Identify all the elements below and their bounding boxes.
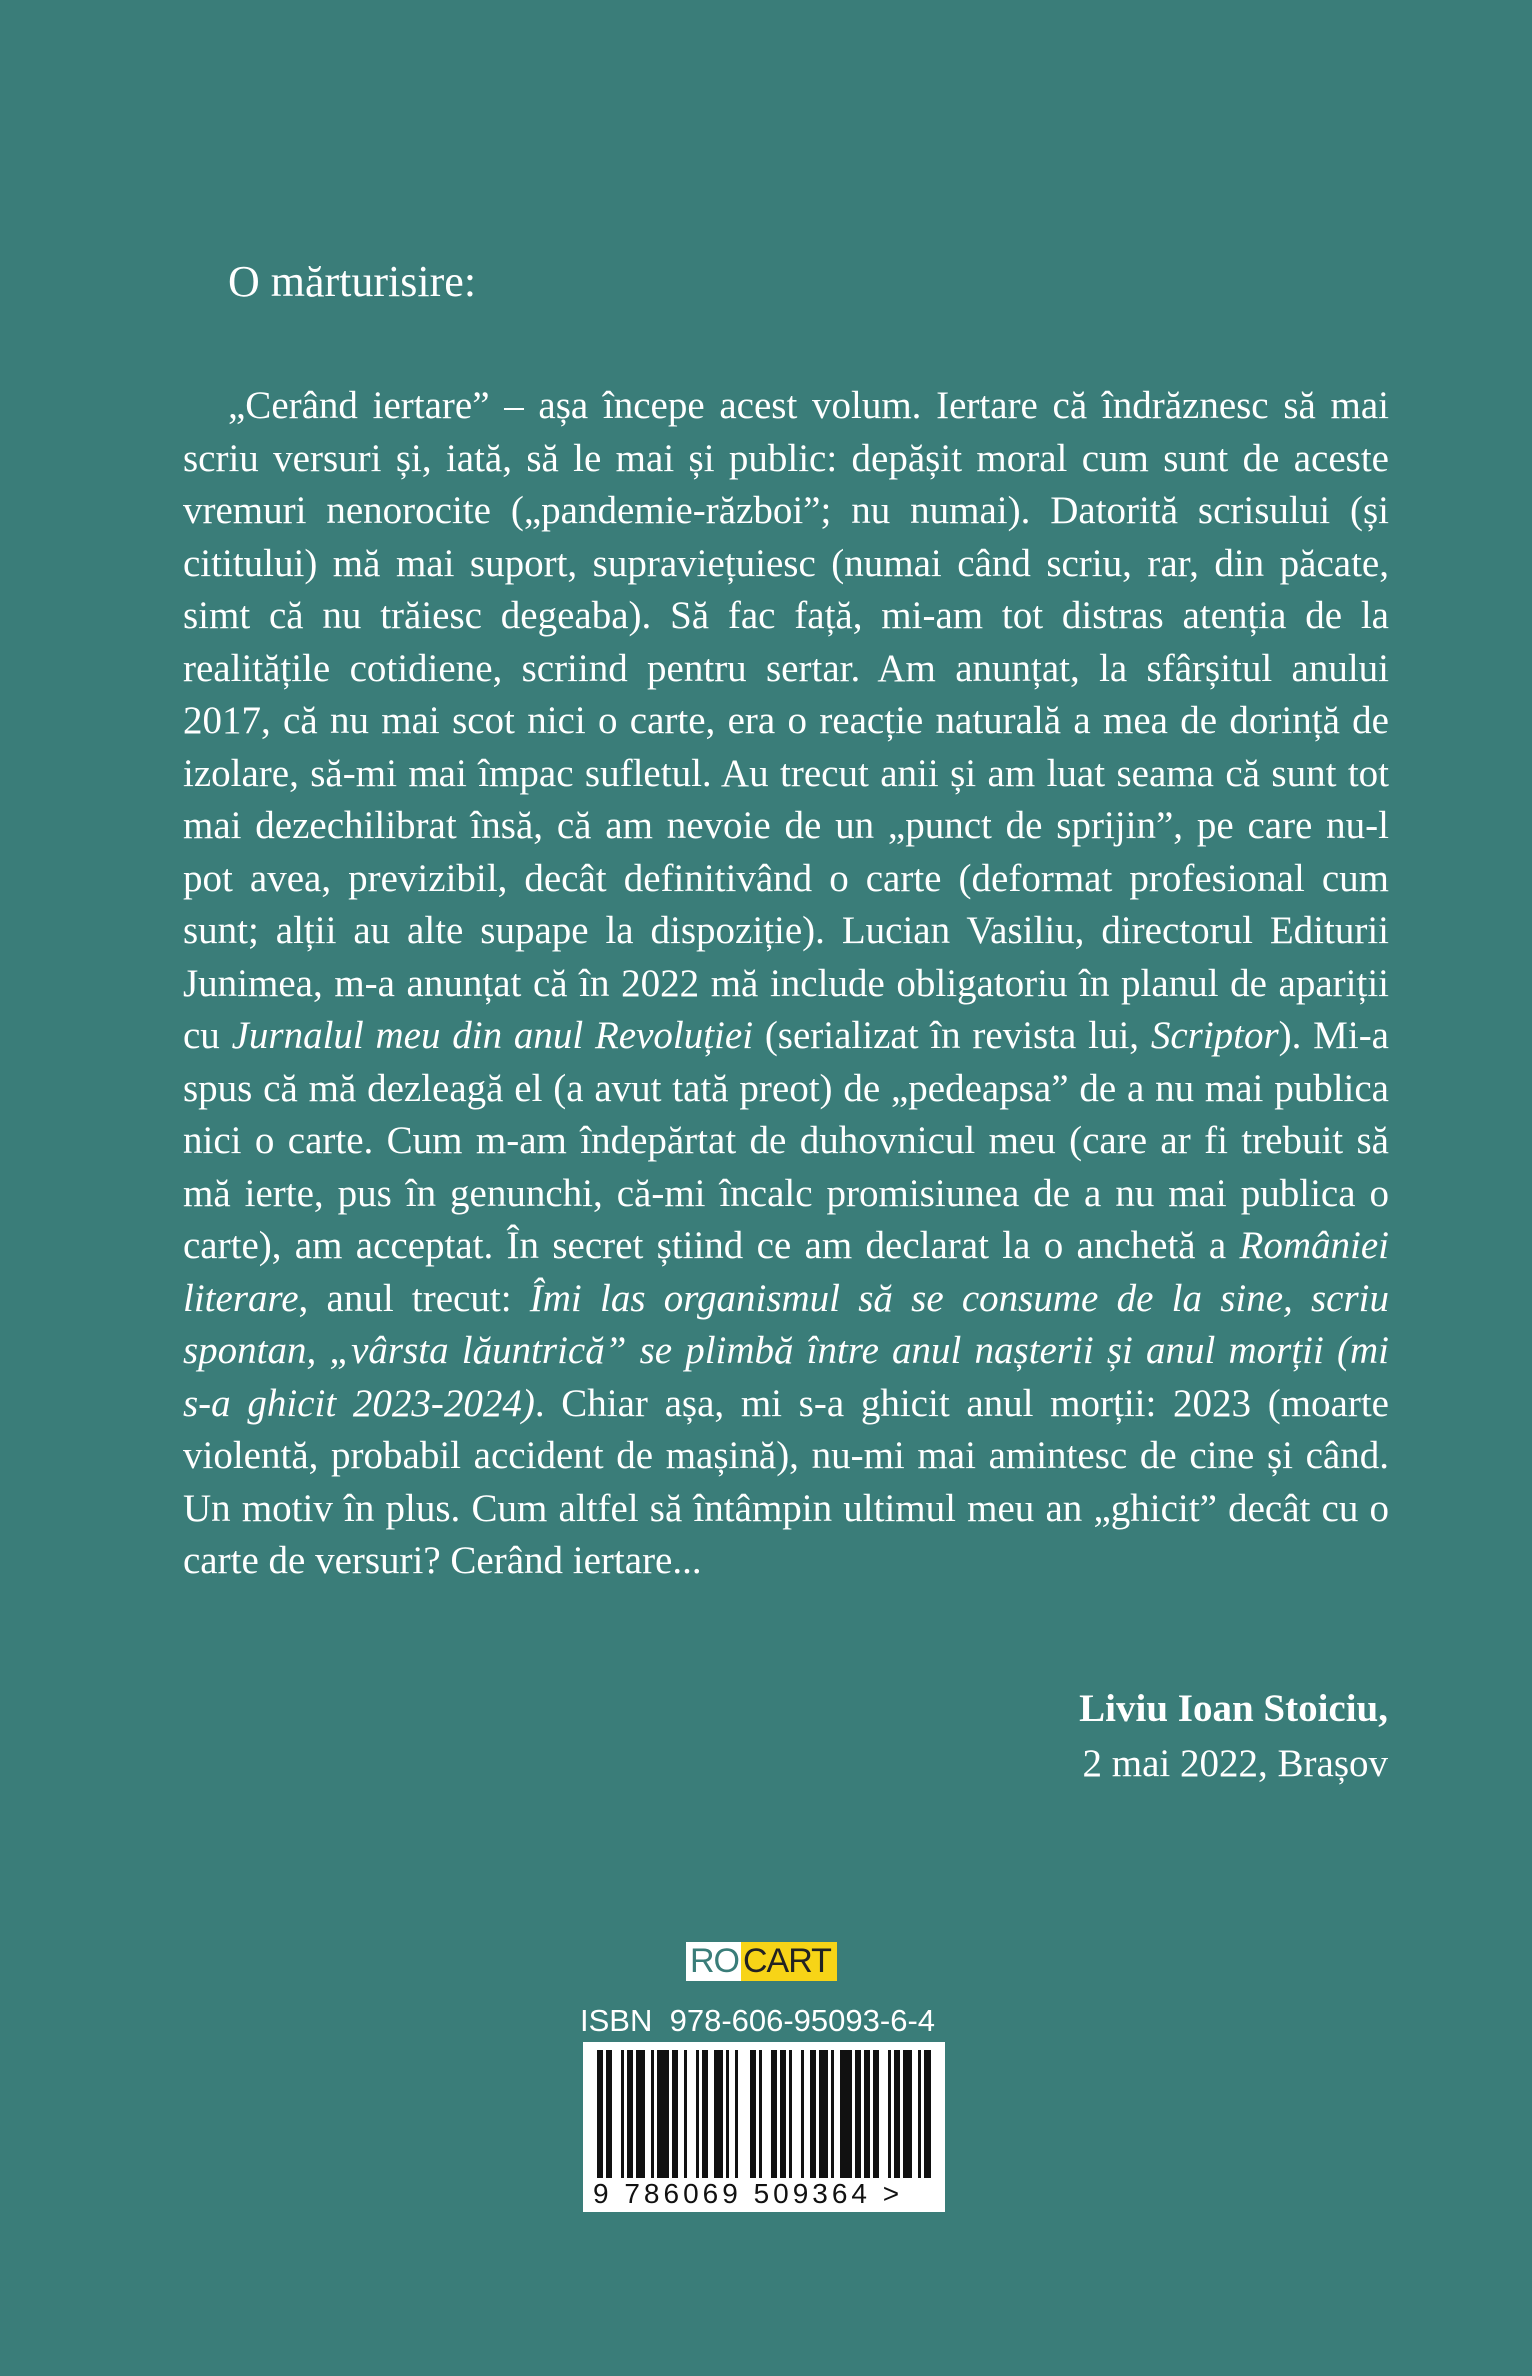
author-name: Liviu Ioan Stoiciu, [1079,1687,1388,1730]
book-title-jurnalul: Jurnalul meu din anul Revoluției [231,1014,754,1057]
logo-cart: CART [741,1942,837,1981]
text-run: ). Mi-a spus că mă dezleagă el (a avut tată preot) de „pedeapsa” de a nu mai publica nici o carte. Cum m-am îndepărtat de duhovnicul meu (care ar fi trebuit să mă ierte, pus în genunchi, că-mi încalc promisiunea de a nu mai publica o carte), am acceptat. În secret știind ce am declarat la o anchetă a [183,1014,1389,1267]
barcode [583,2042,945,2212]
heading: O mărturisire: [228,257,477,306]
isbn-line [580,2003,935,2039]
isbn-number: 978-606-95093-6-4 [669,2003,936,2038]
magazine-title-romania-literara: României literare [183,1224,1389,1320]
text-run: „Cerând iertare” – așa începe acest volum. Iertare că îndrăznesc să mai scriu versuri și, iată, să le mai și public: depășit moral cum sunt de aceste vremuri nenorocite („pandemie-război”; nu numai). Datorită scrisului (și cititului) mă mai suport, supraviețuiesc (numai când scriu, rar, din păcate, simt că nu trăiesc degeaba). Să fac față, mi-am tot distras atenția de la realitățile cotidiene, scriind pentru sertar. Am anunțat, la sfârșitul anului 2017, că nu mai scot nici o carte, era o reacție naturală a mea de dorință de izolare, să-mi mai împac sufletul. Au trecut anii și am luat seama că sunt tot mai dezechilibrat însă, că am nevoie de un „punct de sprijin”, pe care nu-l pot avea, previzibil, decât definitivând o carte (deformat profesional cum sunt; alții au alte supape la dispoziție). Lucian Vasiliu, directorul Editurii Junimea, m-a anunțat că în 2022 mă include obligatoriu în planul de apariții cu [183,384,1389,1057]
magazine-title-scriptor: Scriptor [1150,1014,1279,1057]
quoted-statement: Îmi las organismul să se consume de la sine, scriu spontan, „vârsta lăuntrică” se plimbă între anul nașterii și anul morții (mi s-a ghicit 2023-2024) [183,1276,1390,1425]
logo-ro: RO [686,1942,741,1981]
text-run: . Chiar așa, mi s-a ghicit anul morții: 2023 (moarte violentă, probabil accident de mașină), nu-mi mai amintesc de cine și când. Un motiv în plus. Cum altfel să întâmpin ultimul meu an „ghicit” decât cu o carte de versuri? Cerând iertare... [183,1381,1389,1582]
barcode-digits: 9 786069 509364 > [591,2178,943,2210]
publisher-logo [686,1942,837,1981]
date-place: 2 mai 2022, Brașov [1082,1742,1388,1785]
blurb-paragraph [183,380,1389,1588]
text-run: , anul trecut: [298,1276,530,1320]
text-run: (serializat în revista lui, [753,1014,1151,1057]
isbn-label: ISBN [580,2003,653,2038]
signature [1079,1681,1388,1791]
